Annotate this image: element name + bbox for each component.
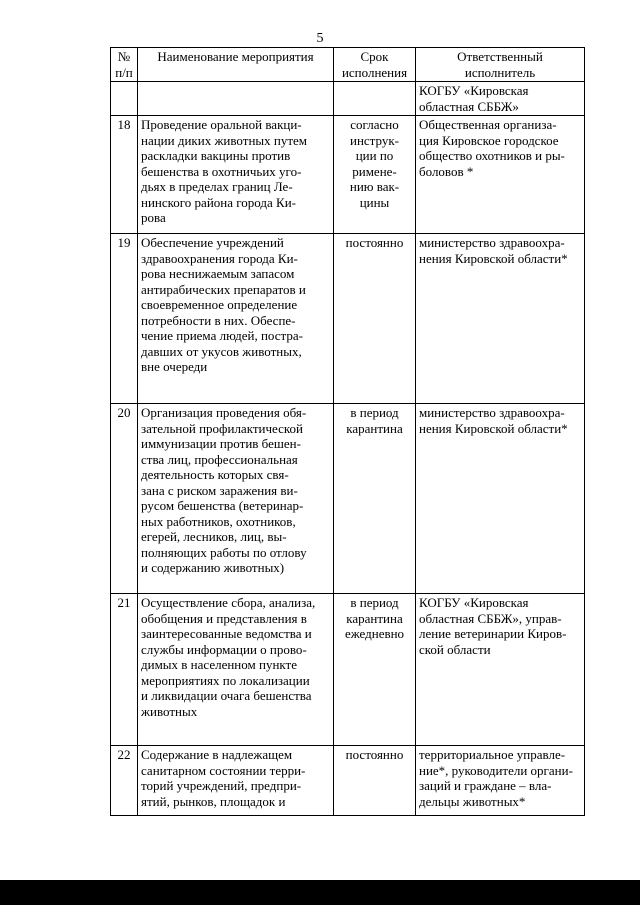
cell-name: Осуществление сбора, анализа, обобщения и представления в заинтересованные ведомства и службы информации о прово- димых в населенном пункте мероприятиях по локализации и ликвидации очага бешенства животных — [138, 594, 334, 746]
measures-table — [110, 47, 585, 816]
table-row — [111, 116, 585, 234]
header-term: Срок исполнения — [334, 48, 416, 82]
cell-num: 22 — [111, 746, 138, 816]
cell-executor: министерство здравоохра- нения Кировской области* — [416, 234, 585, 404]
cell-num — [111, 82, 138, 116]
cell-term: постоянно — [334, 746, 416, 816]
cell-executor: КОГБУ «Кировская областная СББЖ», управ- ление ветеринарии Киров- ской области — [416, 594, 585, 746]
cell-executor: территориальное управле- ние*, руководители органи- заций и граждане – вла- дельцы животных* — [416, 746, 585, 816]
cell-name: Содержание в надлежащем санитарном состоянии терри- торий учреждений, предпри- ятий, рынков, площадок и — [138, 746, 334, 816]
cell-term: в период карантина — [334, 404, 416, 594]
cell-num: 19 — [111, 234, 138, 404]
page-number: 5 — [316, 31, 324, 46]
cell-term: согласно инструк- ции по римене- нию вак- цины — [334, 116, 416, 234]
cell-num: 21 — [111, 594, 138, 746]
header-name: Наименование мероприятия — [138, 48, 334, 82]
scan-border-bar — [0, 880, 640, 905]
cell-executor: Общественная организа- ция Кировское городское общество охотников и ры- боловов * — [416, 116, 585, 234]
header-num: № п/п — [111, 48, 138, 82]
cell-name: Организация проведения обя- зательной профилактической иммунизации против бешен- ства лиц, профессиональная деятельность которых свя- зана с риском заражения ви- русом бешенства (ветеринар- ных работников, охотников, егерей, лесников, лиц, вы- полняющих работы по отлову и содержанию животных) — [138, 404, 334, 594]
table-row-continuation — [111, 82, 585, 116]
cell-term — [334, 82, 416, 116]
cell-executor: КОГБУ «Кировская областная СББЖ» — [416, 82, 585, 116]
cell-term: в период карантина ежедневно — [334, 594, 416, 746]
table-row — [111, 746, 585, 816]
cell-num: 18 — [111, 116, 138, 234]
table-row — [111, 234, 585, 404]
cell-name: Проведение оральной вакци- нации диких животных путем раскладки вакцины против бешенства в охотничьих уго- дьях в пределах границ Ле- нинского района города Ки- рова — [138, 116, 334, 234]
cell-name: Обеспечение учреждений здравоохранения города Ки- рова неснижаемым запасом антирабических препаратов и своевременное определение потребности в них. Обеспе- чение приема людей, постра- давших от укусов животных, вне очереди — [138, 234, 334, 404]
header-executor: Ответственный исполнитель — [416, 48, 585, 82]
cell-num: 20 — [111, 404, 138, 594]
table-row — [111, 594, 585, 746]
table-row — [111, 404, 585, 594]
cell-term: постоянно — [334, 234, 416, 404]
cell-name — [138, 82, 334, 116]
cell-executor: министерство здравоохра- нения Кировской области* — [416, 404, 585, 594]
table-header-row — [111, 48, 585, 82]
